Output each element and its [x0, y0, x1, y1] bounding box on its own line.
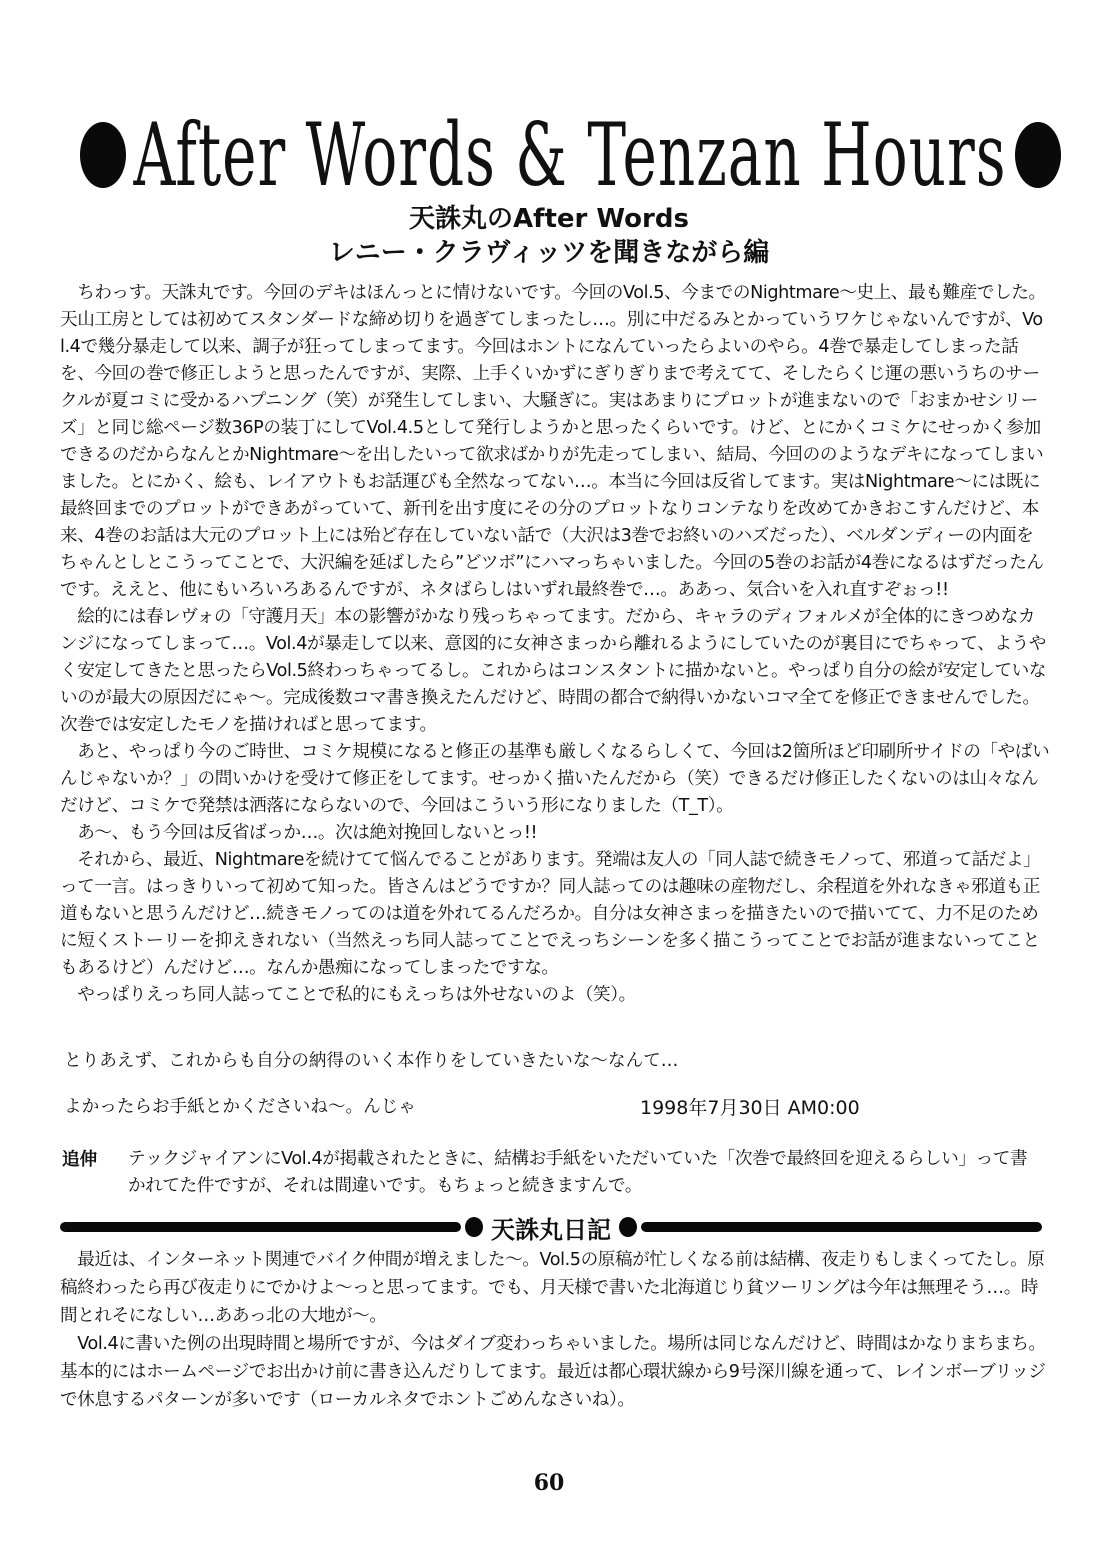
diary-paragraphs: 最近は、インターネット関連でバイク仲間が増えました～。Vol.5の原稿が忙しくなる前は結構、夜走りもしまくってたし。原稿終わったら再び夜走りにでかけよ～っと思ってます。でも、月天様で書いた北海道じり貧ツーリングは今年は無理そう…。時間とれそになしい…ああっ北の大地が～。 Vol.4に書いた例の出現時間と場所ですが、今はダイブ変わっちゃいました。場所は同じなんだけど、時間はかなりまちまち。基本的にはホームページでお出かけ前に書き込んだりしてます。最近は都心環状線から9号深川線を通って、レインボーブリッジで休息するパターンが多いです（ローカルネタでホントごめんなさいね）。 — [60, 1250, 1046, 1410]
afterwords-paragraphs-continuation: それから、最近、Nightmareを続けてて悩んでることがあります。発端は友人の「同人誌で続きモノって、邪道って話だよ」って一言。はっきりいって初めて知った。皆さんはどうですか？同人誌ってのは趣味の産物だし、余程道を外れなきゃ邪道も正道もないと思うんだけど…続きモノってのは道を外れてるんだろか。自分は女神さまっを描きたいので描いてて、力不足のために短くストーリーを抑えきれない（当然えっち同人誌ってことでえっちシーンを多く描こうってことでお話が進まないってこともあるけど）んだけど…。なんか愚痴になってしまったですな。 やっぱりえっち同人誌ってことで私的にもえっちは外せないのよ（笑）。 — [60, 850, 1041, 1005]
header-dot-right — [619, 1217, 637, 1237]
page-title: After Words & Tenzan Hours — [133, 104, 1007, 206]
postscript-text: テックジャイアンにVol.4が掲載されたときに、結構お手紙をいただいていた「次巻で最終回を迎えるらしい」って書かれてた件ですが、それは間違いです。もちょっと続きますんで。 — [128, 1149, 1028, 1196]
header-dot-left — [465, 1217, 483, 1237]
closing-line: とりあえず、これからも自分の納得のいく本作りをしていきたいな～なんて… — [64, 1051, 679, 1071]
title-heading — [133, 100, 1007, 210]
subtitle-afterwords: 天誅丸のAfter Words — [409, 204, 689, 234]
signature-date: 1998年7月30日 AM0:00 — [640, 1097, 860, 1119]
diary-section-header — [60, 1210, 1042, 1244]
bullet-dot-right — [1015, 122, 1061, 188]
diary-title: 天誅丸日記 — [491, 1215, 611, 1244]
page-number: 60 — [533, 1470, 565, 1496]
afterwords-paragraphs-main: ちわっす。天誅丸です。今回のデキはほんっとに情けないです。今回のVol.5、今までのNightmare～史上、最も難産でした。天山工房としては初めてスタンダードな締め切りを過ぎてしまったし…。別に中だるみとかっていうワケじゃないんですが、Vol.4で幾分暴走して以来、調子が狂ってしまってます。今回はホントになんていったらよいのやら。4巻で暴走してしまった話を、今回の巻で修正しようと思ったんですが、実際、上手くいかずにぎりぎりまで考えてて、そしたらくじ運の悪いうちのサークルが夏コミに受かるハプニング（笑）が発生してしまい、大騒ぎに。実はあまりにプロットが進まないので「おまかせシリーズ」と同じ総ページ数36Pの装丁にしてVol.4.5として発行しようかと思ったくらいです。けど、とにかくコミケにせっかく参加できるのだからなんとかNightmare～を出したいって欲求ばかりが先走ってしまい、結局、今回ののようなデキになってしまいました。とにかく、絵も、レイアウトもお話運びも全然なってない…。本当に今回は反省してます。実はNightmare～には既に最終回までのプロットができあがっていて、新刊を出す度にその分のプロットなりコンテなりを改めてかきおこすんだけど、本来、4巻のお話は大元のプロット上には殆ど存在していない話で（大沢は3巻でお終いのハズだった）、ベルダンディーの内面をちゃんとしとこうってことで、大沢編を延ばしたら”どツボ”にハマっちゃいました。今回の5巻のお話が4巻になるはずだったんです。ええと、他にもいろいろあるんですが、ネタばらしはいずれ最終巻で…。ああっ、気合いを入れ直すぞぉっ!! 絵的には春レヴォの「守護月天」本の影響がかなり残っちゃってます。だから、キャラのディフォルメが全体的にきつめなカンジになってしまって…。Vol.4が暴走して以来、意図的に女神さまっから離れるようにしていたのが裏目にでちゃって、ようやく安定してきたと思ったらVol.5終わっちゃってるし。これからはコンスタントに描かないと。やっぱり自分の絵が安定していないのが最大の原因だにゃ～。完成後数コマ書き換えたんだけど、時間の都合で納得いかないコマ全てを修正できませんでした。次巻では安定したモノを描ければと思ってます。 あと、やっぱり今のご時世、コミケ規模になると修正の基準も厳しくなるらしくて、今回は2箇所ほど印刷所サイドの「やばいんじゃないか？」の問いかけを受けて修正をしてます。せっかく描いたんだから（笑）できるだけ修正したくないのは山々なんだけど、コミケで発禁は洒落にならないので、今回はこういう形になりました（T_T）。 あ～、もう今回は反省ばっか…。次は絶対挽回しないとっ!! — [60, 283, 1050, 843]
subtitle-edition: レニー・クラヴィッツを聞きながら編 — [328, 238, 770, 268]
closing-request: よかったらお手紙とかくださいね～。んじゃ — [64, 1097, 416, 1117]
header-rule-left — [60, 1222, 461, 1232]
header-rule-right — [641, 1222, 1042, 1232]
bullet-dot-left — [80, 122, 126, 188]
postscript-label: 追伸 — [62, 1150, 98, 1170]
